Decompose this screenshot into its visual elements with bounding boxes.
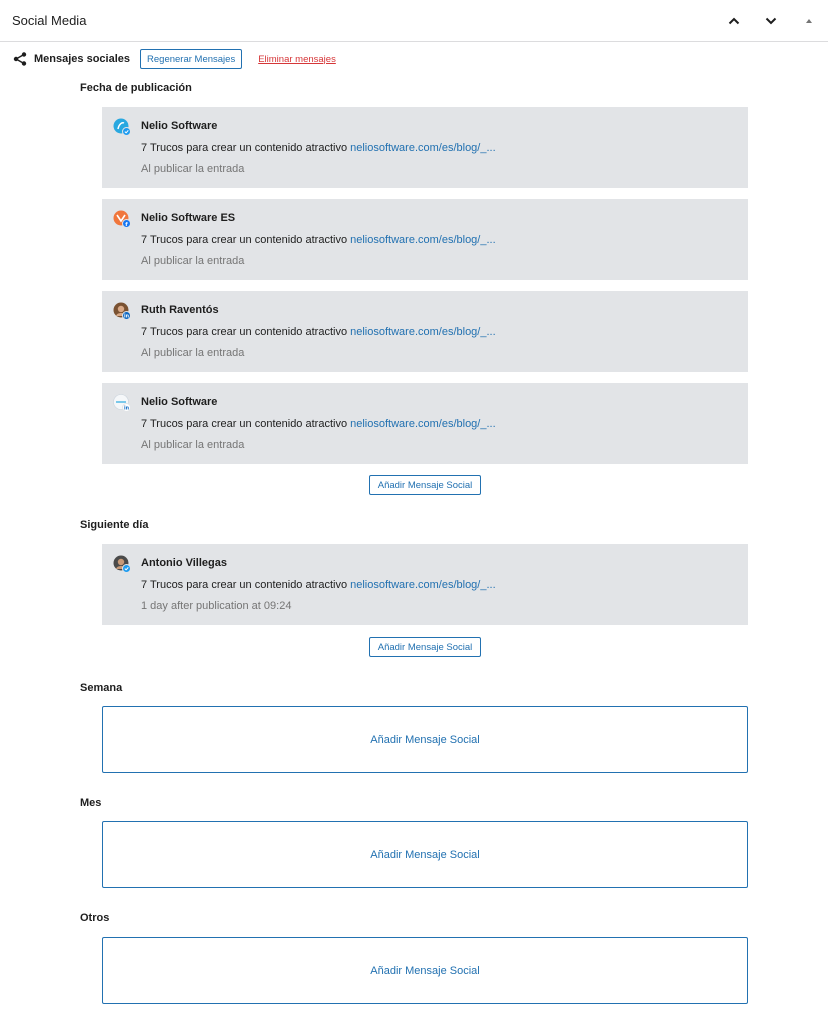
message-text: 7 Trucos para crear un contenido atractivo neliosoftware.com/es/blog/_... [141, 326, 496, 338]
account-name: Nelio Software [141, 396, 218, 408]
panel-header [0, 0, 828, 42]
social-toolbar [12, 48, 336, 70]
social-message-card[interactable] [102, 291, 748, 372]
twitter-avatar-icon [113, 555, 131, 573]
message-link[interactable]: neliosoftware.com/es/blog/_... [350, 579, 496, 591]
section-title-month: Mes [80, 797, 102, 809]
linkedin-avatar-icon [113, 302, 131, 320]
message-text: 7 Trucos para crear un contenido atractivo neliosoftware.com/es/blog/_... [141, 142, 496, 154]
regenerate-messages-button[interactable]: Regenerar Mensajes [140, 49, 242, 69]
account-name: Ruth Raventós [141, 304, 219, 316]
facebook-avatar-icon [113, 210, 131, 228]
panel-title: Social Media [12, 13, 87, 28]
share-icon [12, 51, 28, 67]
move-down-button[interactable] [759, 10, 783, 32]
chevron-up-icon [727, 14, 741, 28]
account-name: Nelio Software ES [141, 212, 236, 224]
section-title-next-day: Siguiente día [80, 519, 149, 531]
add-social-message-box[interactable] [102, 937, 748, 1004]
delete-messages-link[interactable]: Eliminar mensajes [258, 53, 336, 65]
social-message-card[interactable] [102, 544, 748, 625]
message-schedule: Al publicar la entrada [141, 163, 245, 175]
add-social-message-label: Añadir Mensaje Social [370, 848, 480, 861]
add-social-message-box[interactable] [102, 706, 748, 773]
add-social-message-button[interactable]: Añadir Mensaje Social [369, 637, 481, 657]
message-link[interactable]: neliosoftware.com/es/blog/_... [350, 142, 496, 154]
move-up-button[interactable] [722, 10, 746, 32]
svg-text:in: in [123, 314, 130, 320]
message-text: 7 Trucos para crear un contenido atractivo neliosoftware.com/es/blog/_... [141, 418, 496, 430]
message-text: 7 Trucos para crear un contenido atractivo neliosoftware.com/es/blog/_... [141, 579, 496, 591]
account-name: Antonio Villegas [141, 557, 227, 569]
account-name: Nelio Software [141, 120, 218, 132]
message-schedule: Al publicar la entrada [141, 347, 245, 359]
message-schedule: Al publicar la entrada [141, 255, 245, 267]
social-message-card[interactable] [102, 383, 748, 464]
social-messages-label: Mensajes sociales [34, 53, 131, 65]
chevron-down-icon [764, 14, 778, 28]
add-social-message-label: Añadir Mensaje Social [370, 733, 480, 746]
section-title-publication: Fecha de publicación [80, 82, 192, 94]
twitter-avatar-icon [113, 118, 131, 136]
svg-text:f: f [125, 222, 128, 228]
message-schedule: Al publicar la entrada [141, 439, 245, 451]
section-title-week: Semana [80, 682, 123, 694]
message-schedule: 1 day after publication at 09:24 [141, 600, 292, 612]
add-social-message-label: Añadir Mensaje Social [370, 964, 480, 977]
message-text: 7 Trucos para crear un contenido atractivo neliosoftware.com/es/blog/_... [141, 234, 496, 246]
caret-up-icon [804, 16, 814, 26]
social-message-card[interactable] [102, 107, 748, 188]
section-title-others: Otros [80, 912, 110, 924]
linkedin-avatar-icon [113, 394, 131, 412]
message-link[interactable]: neliosoftware.com/es/blog/_... [350, 326, 496, 338]
add-social-message-box[interactable] [102, 821, 748, 888]
add-social-message-button[interactable]: Añadir Mensaje Social [369, 475, 481, 495]
message-link[interactable]: neliosoftware.com/es/blog/_... [350, 418, 496, 430]
collapse-panel-button[interactable] [797, 10, 821, 32]
message-link[interactable]: neliosoftware.com/es/blog/_... [350, 234, 496, 246]
svg-text:in: in [123, 406, 130, 412]
social-message-card[interactable] [102, 199, 748, 280]
